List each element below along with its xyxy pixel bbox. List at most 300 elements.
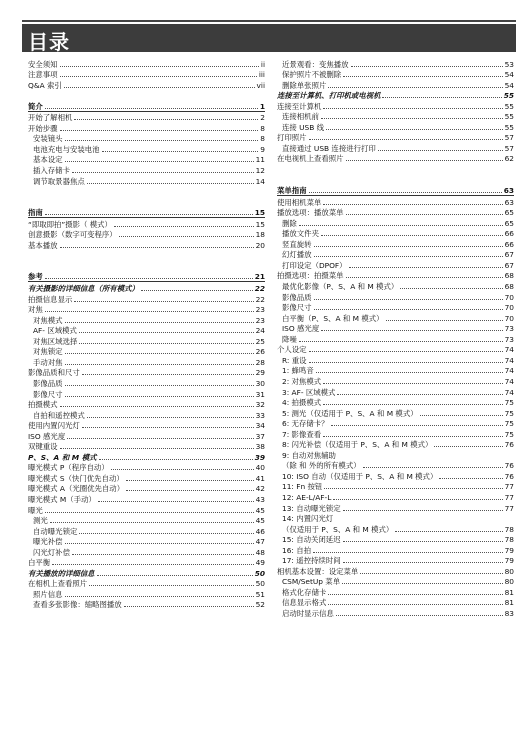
toc-entry[interactable] (277, 238, 514, 249)
toc-page-number: 42 (255, 484, 265, 494)
toc-leader-dots (99, 459, 253, 460)
toc-entry-title: 简介 (28, 101, 43, 111)
toc-spacer (277, 163, 514, 174)
toc-entry-title: 自动曝光锁定 (33, 526, 78, 536)
toc-entry[interactable] (277, 597, 514, 608)
toc-entry-title: 白平衡 (28, 558, 51, 568)
toc-entry-title: 基本设定 (33, 155, 63, 165)
toc-leader-dots (299, 225, 503, 226)
toc-leader-dots (309, 192, 502, 193)
toc-entry[interactable] (28, 504, 265, 515)
toc-entry-title: 插入存储卡 (33, 166, 70, 176)
toc-entry[interactable] (277, 502, 514, 513)
toc-entry[interactable] (28, 100, 265, 112)
toc-entry-title: 参考 (28, 272, 43, 282)
toc-entry-title: 1: 蜂鸣音 (282, 366, 314, 376)
toc-entry-title: 曝光补偿 (33, 537, 63, 547)
toc-page-number: 9 (260, 144, 265, 154)
toc-page-number: 49 (255, 558, 265, 568)
toc-entry[interactable] (277, 79, 514, 90)
toc-entry[interactable] (277, 100, 514, 111)
toc-entry-title: 安装镜头 (33, 134, 63, 144)
toc-leader-dots (343, 510, 503, 511)
toc-page-number: 81 (504, 587, 514, 597)
toc-page-number: 55 (504, 122, 514, 132)
toc-leader-dots (65, 140, 259, 141)
toc-entry-title: 对焦锁定 (33, 347, 63, 357)
toc-page-number: 54 (504, 80, 514, 90)
toc-leader-dots (346, 214, 503, 215)
toc-entry-title: 拍摄信息显示 (28, 294, 73, 304)
toc-entry-title: 影像品质和尺寸 (28, 368, 80, 378)
toc-entry-title: （除 和 外的所有模式） (282, 461, 361, 471)
toc-page-number: 68 (504, 282, 514, 292)
toc-leader-dots (323, 108, 502, 109)
toc-entry-title: 降噪 (282, 334, 297, 344)
toc-leader-dots (111, 469, 254, 470)
toc-entry-title: 16: 自拍 (282, 545, 312, 555)
toc-page-number: 45 (255, 516, 265, 526)
toc-entry[interactable] (28, 271, 265, 283)
toc-page-number: 47 (255, 537, 265, 547)
toc-page-number: vii (256, 80, 265, 90)
toc-leader-dots (79, 332, 254, 333)
toc-entry[interactable] (28, 557, 265, 568)
toc-spacer (28, 196, 265, 207)
toc-entry[interactable] (277, 386, 514, 397)
toc-leader-dots (50, 522, 254, 523)
toc-leader-dots (343, 76, 502, 77)
toc-entry[interactable] (28, 536, 265, 547)
toc-entry[interactable] (277, 513, 514, 524)
toc-page-number: 75 (504, 408, 514, 418)
toc-page-number: 50 (254, 568, 265, 578)
toc-entry-title: 保护照片不被删除 (282, 70, 342, 80)
toc-entry-title: Q&A 索引 (28, 80, 62, 90)
toc-page-number: 75 (504, 429, 514, 439)
toc-entry[interactable] (277, 249, 514, 260)
toc-page-number: 68 (504, 271, 514, 281)
toc-entry-title: 手动对焦 (33, 357, 63, 367)
toc-entry-title: 影像尺寸 (282, 303, 312, 313)
toc-page-number: 55 (504, 101, 514, 111)
toc-leader-dots (346, 160, 503, 161)
toc-page-number: 2 (260, 113, 265, 123)
toc-entry[interactable] (28, 420, 265, 431)
toc-page-number: 66 (504, 229, 514, 239)
toc-page-number: 63 (504, 197, 514, 207)
toc-page-number: 11 (255, 155, 265, 165)
toc-entry[interactable] (277, 111, 514, 122)
toc-entry[interactable] (28, 472, 265, 483)
toc-entry-title: 竖直旋转 (282, 239, 312, 249)
toc-page-number: 48 (255, 547, 265, 557)
toc-entry-title: 17: 遥控持续时间 (282, 556, 341, 566)
toc-entry[interactable] (28, 143, 265, 154)
toc-entry[interactable] (28, 356, 265, 367)
toc-entry[interactable] (28, 377, 265, 388)
toc-entry[interactable] (28, 567, 265, 578)
toc-page-number: 81 (504, 598, 514, 608)
toc-entry[interactable] (277, 523, 514, 534)
toc-entry[interactable] (28, 546, 265, 557)
toc-page-number: 79 (504, 545, 514, 555)
toc-entry-title: 格式化存储卡 (282, 587, 327, 597)
toc-leader-dots (114, 226, 254, 227)
toc-leader-dots (336, 615, 503, 616)
toc-entry[interactable] (28, 430, 265, 441)
toc-page-number: 70 (504, 313, 514, 323)
toc-entry[interactable] (28, 462, 265, 473)
toc-entry-title: 2: 对焦模式 (282, 376, 322, 386)
toc-entry-title: 直接通过 USB 连接进行打印 (282, 143, 376, 153)
toc-entry[interactable] (277, 491, 514, 502)
toc-entry[interactable] (277, 460, 514, 471)
toc-entry-title: 电池充电与安装电池 (33, 144, 100, 154)
toc-leader-dots (89, 585, 253, 586)
toc-leader-dots (331, 425, 503, 426)
toc-leader-dots (313, 552, 503, 553)
toc-entry[interactable] (28, 79, 265, 90)
toc-leader-dots (314, 299, 503, 300)
toc-leader-dots (60, 66, 259, 67)
toc-leader-dots (72, 172, 254, 173)
toc-leader-dots (97, 575, 253, 576)
toc-page-number: 74 (504, 355, 514, 365)
toc-entry[interactable] (277, 607, 514, 618)
toc-entry-title: 4: 拍摄模式 (282, 398, 322, 408)
toc-leader-dots (126, 490, 253, 491)
toc-leader-dots (299, 341, 503, 342)
toc-leader-dots (60, 448, 254, 449)
toc-leader-dots (328, 87, 502, 88)
toc-spacer (28, 260, 265, 271)
toc-page-number: 55 (504, 112, 514, 122)
toc-page-number: 50 (255, 579, 265, 589)
toc-page-number: 51 (255, 589, 265, 599)
toc-entry[interactable] (277, 312, 514, 323)
toc-entry[interactable] (28, 451, 265, 462)
toc-entry-title: 影像品质 (33, 378, 63, 388)
toc-page-number: 26 (255, 347, 265, 357)
toc-entry[interactable] (277, 418, 514, 429)
toc-page-number: 57 (504, 143, 514, 153)
toc-entry[interactable] (28, 133, 265, 144)
toc-entry[interactable] (28, 164, 265, 175)
toc-entry[interactable] (277, 428, 514, 439)
toc-entry[interactable] (277, 142, 514, 153)
toc-leader-dots (67, 438, 253, 439)
toc-leader-dots (64, 87, 255, 88)
toc-entry[interactable] (277, 270, 514, 281)
toc-entry[interactable] (28, 58, 265, 69)
toc-leader-dots (326, 129, 503, 130)
toc-page-number: 73 (504, 324, 514, 334)
toc-leader-dots (60, 130, 259, 131)
toc-entry-title: ISO 感光度 (282, 324, 320, 334)
toc-leader-dots (72, 554, 254, 555)
toc-entry[interactable] (28, 175, 265, 186)
toc-entry[interactable] (28, 599, 265, 610)
toc-leader-dots (342, 583, 503, 584)
toc-entry[interactable] (277, 333, 514, 344)
toc-entry-title: 注意事项 (28, 70, 58, 80)
toc-entry-title: 在相机上查看照片 (28, 579, 88, 589)
toc-entry[interactable] (277, 555, 514, 566)
toc-spacer (28, 186, 265, 197)
toc-entry-title: 删除 (282, 218, 297, 228)
toc-entry-title: “即取即拍”摄影（ 模式） (28, 219, 112, 229)
toc-leader-dots (309, 351, 503, 352)
toc-leader-dots (321, 330, 502, 331)
toc-entry[interactable] (277, 481, 514, 492)
toc-entry-title: 曝光模式 P（程序自动） (28, 463, 109, 473)
toc-entry-title: 对焦区域选择 (33, 336, 78, 346)
toc-page-number: 62 (504, 154, 514, 164)
toc-entry[interactable] (277, 375, 514, 386)
toc-entry[interactable] (277, 576, 514, 587)
toc-entry[interactable] (277, 439, 514, 450)
toc-page-number: 65 (504, 208, 514, 218)
toc-leader-dots (87, 183, 254, 184)
toc-entry[interactable] (28, 409, 265, 420)
page-title: 目录 (28, 30, 70, 54)
toc-entry-title: 幻灯播放 (282, 250, 312, 260)
toc-page-number: 78 (504, 535, 514, 545)
toc-entry[interactable] (28, 515, 265, 526)
toc-leader-dots (343, 541, 503, 542)
toc-entry[interactable] (277, 185, 514, 197)
toc-page-number: 75 (504, 419, 514, 429)
toc-page-number: 67 (504, 250, 514, 260)
toc-page-number: 25 (255, 336, 265, 346)
toc-entry[interactable] (277, 354, 514, 365)
toc-entry[interactable] (277, 280, 514, 291)
toc-entry[interactable] (28, 399, 265, 410)
toc-leader-dots (321, 118, 503, 119)
toc-page-number: 79 (504, 556, 514, 566)
toc-entry[interactable] (277, 58, 514, 69)
toc-entry-title: 14: 内置闪光灯 (282, 514, 334, 524)
toc-entry[interactable] (28, 304, 265, 315)
toc-entry[interactable] (28, 335, 265, 346)
toc-leader-dots (420, 415, 503, 416)
toc-entry-title: 影像品质 (282, 292, 312, 302)
toc-entry-title: 菜单指南 (277, 186, 307, 196)
toc-entry[interactable] (277, 470, 514, 481)
toc-page-number: 29 (255, 368, 265, 378)
toc-page-number: 74 (504, 376, 514, 386)
toc-leader-dots (434, 446, 502, 447)
toc-entry[interactable] (28, 493, 265, 504)
toc-page-number: 46 (255, 526, 265, 536)
toc-leader-dots (337, 394, 502, 395)
toc-page-number: 32 (255, 400, 265, 410)
toc-entry[interactable] (277, 344, 514, 355)
toc-entry-title: 7: 影像查看 (282, 429, 322, 439)
toc-leader-dots (60, 406, 254, 407)
toc-page-number: 43 (255, 494, 265, 504)
toc-leader-dots (65, 543, 254, 544)
toc-page-number: 22 (255, 294, 265, 304)
toc-entry-title: 6: 无存储卡？ (282, 419, 329, 429)
toc-entry[interactable] (277, 323, 514, 334)
toc-leader-dots (141, 290, 253, 291)
toc-leader-dots (316, 372, 503, 373)
toc-leader-dots (323, 204, 502, 205)
toc-leader-dots (323, 436, 502, 437)
toc-entry-title: 拍摄模式 (28, 400, 58, 410)
toc-entry-title: 对焦模式 (33, 315, 63, 325)
toc-entry[interactable] (28, 69, 265, 80)
toc-leader-dots (314, 246, 503, 247)
toc-leader-dots (102, 151, 259, 152)
toc-page-number: 83 (504, 608, 514, 618)
toc-leader-dots (65, 353, 254, 354)
toc-entry[interactable] (28, 112, 265, 123)
toc-page-number: 55 (503, 91, 514, 101)
toc-page-number: 70 (504, 303, 514, 313)
toc-entry-title: 播放文件夹 (282, 229, 319, 239)
toc-entry-title: 15: 自动关闭延迟 (282, 535, 341, 545)
toc-entry-title: AF- 区域模式 (33, 326, 77, 336)
toc-entry[interactable] (28, 483, 265, 494)
toc-entry-title: 使用相机菜单 (277, 197, 322, 207)
toc-entry[interactable] (277, 397, 514, 408)
toc-entry-title: 曝光 (28, 505, 43, 515)
toc-entry[interactable] (277, 121, 514, 132)
toc-page-number: 18 (255, 230, 265, 240)
toc-page-number: 45 (255, 505, 265, 515)
toc-entry[interactable] (28, 325, 265, 336)
toc-entry[interactable] (277, 449, 514, 460)
toc-leader-dots (314, 309, 503, 310)
toc-entry[interactable] (28, 229, 265, 240)
toc-leader-dots (309, 362, 503, 363)
toc-entry[interactable] (277, 90, 514, 101)
toc-leader-dots (79, 533, 253, 534)
toc-entry[interactable] (28, 525, 265, 536)
toc-entry[interactable] (28, 293, 265, 304)
toc-entry-title: 连接至计算机、打印机或电视机 (277, 91, 381, 101)
toc-entry-title: 打印设定（DPOF） (282, 260, 347, 270)
toc-entry[interactable] (277, 132, 514, 143)
toc-entry[interactable] (277, 534, 514, 545)
toc-entry-title: 曝光模式 S（快门优先自动） (28, 473, 124, 483)
toc-entry[interactable] (277, 259, 514, 270)
toc-entry[interactable] (28, 588, 265, 599)
toc-leader-dots (52, 564, 253, 565)
toc-page-number: 15 (255, 219, 265, 229)
toc-entry[interactable] (277, 544, 514, 555)
toc-entry[interactable] (277, 407, 514, 418)
toc-leader-dots (349, 267, 503, 268)
toc-leader-dots (321, 235, 503, 236)
toc-leader-dots (45, 214, 253, 215)
toc-page-number: 66 (504, 239, 514, 249)
toc-leader-dots (45, 278, 253, 279)
toc-entry[interactable] (28, 314, 265, 325)
header-rule (22, 20, 516, 22)
toc-page-number: 33 (255, 410, 265, 420)
toc-entry-title: 开始了解相机 (28, 113, 73, 123)
toc-page-number: 15 (254, 208, 265, 218)
toc-entry[interactable] (277, 217, 514, 228)
toc-leader-dots (98, 501, 254, 502)
toc-page-number: 30 (255, 378, 265, 388)
toc-entry-title: 基本播放 (28, 240, 58, 250)
toc-entry[interactable] (28, 218, 265, 229)
toc-leader-dots (439, 478, 502, 479)
toc-leader-dots (328, 604, 502, 605)
toc-entry[interactable] (277, 302, 514, 313)
toc-entry[interactable] (28, 346, 265, 357)
toc-leader-dots (65, 322, 254, 323)
toc-entry-title: ISO 感光度 (28, 431, 66, 441)
toc-page-number: 76 (504, 440, 514, 450)
toc-entry-title: 有关播放的详细信息 (28, 568, 95, 578)
toc-leader-dots (333, 499, 502, 500)
toc-leader-dots (363, 467, 503, 468)
toc-entry[interactable] (28, 239, 265, 250)
toc-entry[interactable] (277, 586, 514, 597)
toc-right-column (277, 58, 514, 618)
toc-page-number: 41 (255, 473, 265, 483)
toc-page-number: 34 (255, 421, 265, 431)
toc-page-number: 76 (504, 471, 514, 481)
toc-entry-title: 创意摄影（数字可变程序） (28, 230, 117, 240)
toc-page-number: 40 (255, 463, 265, 473)
toc-entry[interactable] (28, 207, 265, 219)
toc-entry-title: P、S、A 和 M 模式 (28, 452, 97, 462)
toc-entry[interactable] (277, 153, 514, 164)
toc-entry[interactable] (28, 282, 265, 293)
toc-entry[interactable] (277, 291, 514, 302)
toc-page-number: 74 (504, 345, 514, 355)
toc-page-number: 20 (255, 240, 265, 250)
toc-entry[interactable] (28, 441, 265, 452)
toc-entry[interactable] (277, 365, 514, 376)
toc-entry-title: 拍摄选项：拍摄菜单 (277, 271, 344, 281)
toc-leader-dots (119, 236, 254, 237)
toc-entry[interactable] (277, 228, 514, 239)
toc-leader-dots (323, 383, 502, 384)
toc-page-number: 76 (504, 461, 514, 471)
toc-entry[interactable] (277, 565, 514, 576)
toc-entry[interactable] (28, 154, 265, 165)
toc-leader-dots (314, 256, 503, 257)
toc-leader-dots (45, 311, 254, 312)
toc-entry-title: 使用内置闪光灯 (28, 421, 80, 431)
toc-spacer (277, 174, 514, 185)
toc-entry[interactable] (28, 578, 265, 589)
toc-entry[interactable] (277, 196, 514, 207)
toc-entry[interactable] (277, 207, 514, 218)
toc-entry-title: 曝光模式 M（手动） (28, 494, 96, 504)
toc-page-number: 67 (504, 260, 514, 270)
toc-entry[interactable] (28, 122, 265, 133)
toc-page-number: 21 (254, 272, 265, 282)
toc-entry-title: 对焦 (28, 305, 43, 315)
toc-leader-dots (323, 404, 502, 405)
toc-entry[interactable] (28, 388, 265, 399)
toc-entry-title: R: 重设 (282, 355, 307, 365)
toc-entry[interactable] (28, 367, 265, 378)
toc-entry[interactable] (277, 69, 514, 80)
toc-page-number: 74 (504, 387, 514, 397)
toc-leader-dots (65, 396, 254, 397)
toc-entry-title: （仅适用于 P、S、A 和 M 模式） (282, 524, 394, 534)
